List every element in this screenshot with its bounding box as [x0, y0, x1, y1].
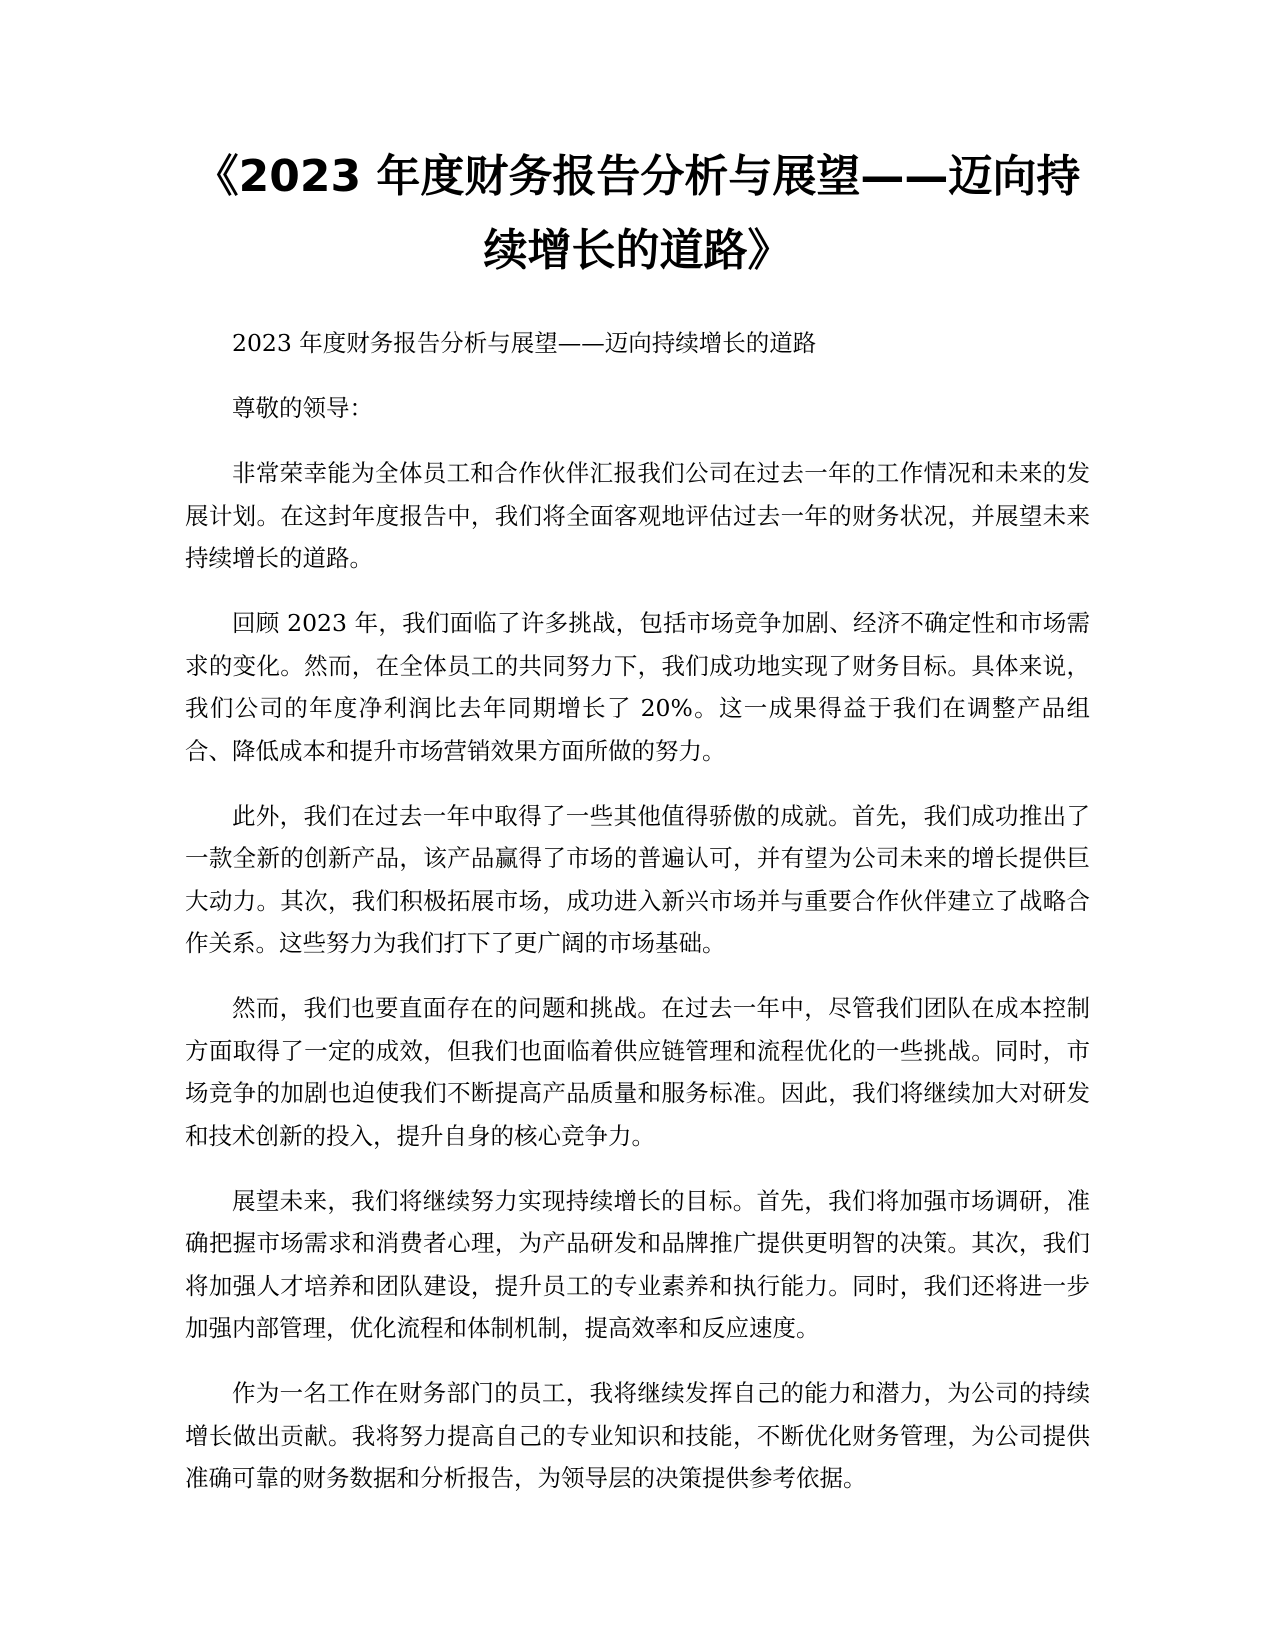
paragraph-achievements: 此外，我们在过去一年中取得了一些其他值得骄傲的成就。首先，我们成功推出了一款全新的创新产品，该产品赢得了市场的普遍认可，并有望为公司未来的增长提供巨大动力。其次，我们积极拓展市场，成功进入新兴市场并与重要合作伙伴建立了战略合作关系。这些努力为我们打下了更广阔的市场基础。: [185, 801, 1090, 957]
paragraph-introduction: 非常荣幸能为全体员工和合作伙伴汇报我们公司在过去一年的工作情况和未来的发展计划。在这封年度报告中，我们将全面客观地评估过去一年的财务状况，并展望未来持续增长的道路。: [185, 459, 1090, 572]
document-title: 《2023 年度财务报告分析与展望——迈向持续增长的道路》: [194, 151, 1081, 276]
paragraph-personal-commitment: 作为一名工作在财务部门的员工，我将继续发挥自己的能力和潜力，为公司的持续增长做出贡献。我将努力提高自己的专业知识和技能，不断优化财务管理，为公司提供准确可靠的财务数据和分析报告，为领导层的决策提供参考依据。: [185, 1379, 1090, 1492]
paragraph-salutation: 尊敬的领导：: [232, 394, 373, 422]
paragraph-challenges: 然而，我们也要直面存在的问题和挑战。在过去一年中，尽管我们团队在成本控制方面取得了一定的成效，但我们也面临着供应链管理和流程优化的一些挑战。同时，市场竞争的加剧也迫使我们不断提高产品质量和服务标准。因此，我们将继续加大对研发和技术创新的投入，提升自身的核心竞争力。: [185, 994, 1090, 1150]
document-page: [185, 140, 1090, 1522]
paragraph-subtitle: 2023 年度财务报告分析与展望——迈向持续增长的道路: [232, 329, 817, 357]
document-body: [185, 322, 1090, 1500]
paragraph-outlook: 展望未来，我们将继续努力实现持续增长的目标。首先，我们将加强市场调研，准确把握市场需求和消费者心理，为产品研发和品牌推广提供更明智的决策。其次，我们将加强人才培养和团队建设，提升员工的专业素养和执行能力。同时，我们还将进一步加强内部管理，优化流程和体制机制，提高效率和反应速度。: [185, 1186, 1090, 1342]
paragraph-review-2023: 回顾 2023 年，我们面临了许多挑战，包括市场竞争加剧、经济不确定性和市场需求的变化。然而，在全体员工的共同努力下，我们成功地实现了财务目标。具体来说，我们公司的年度净利润比去年同期增长了 20%。这一成果得益于我们在调整产品组合、降低成本和提升市场营销效果方面所做的努力。: [185, 609, 1090, 765]
